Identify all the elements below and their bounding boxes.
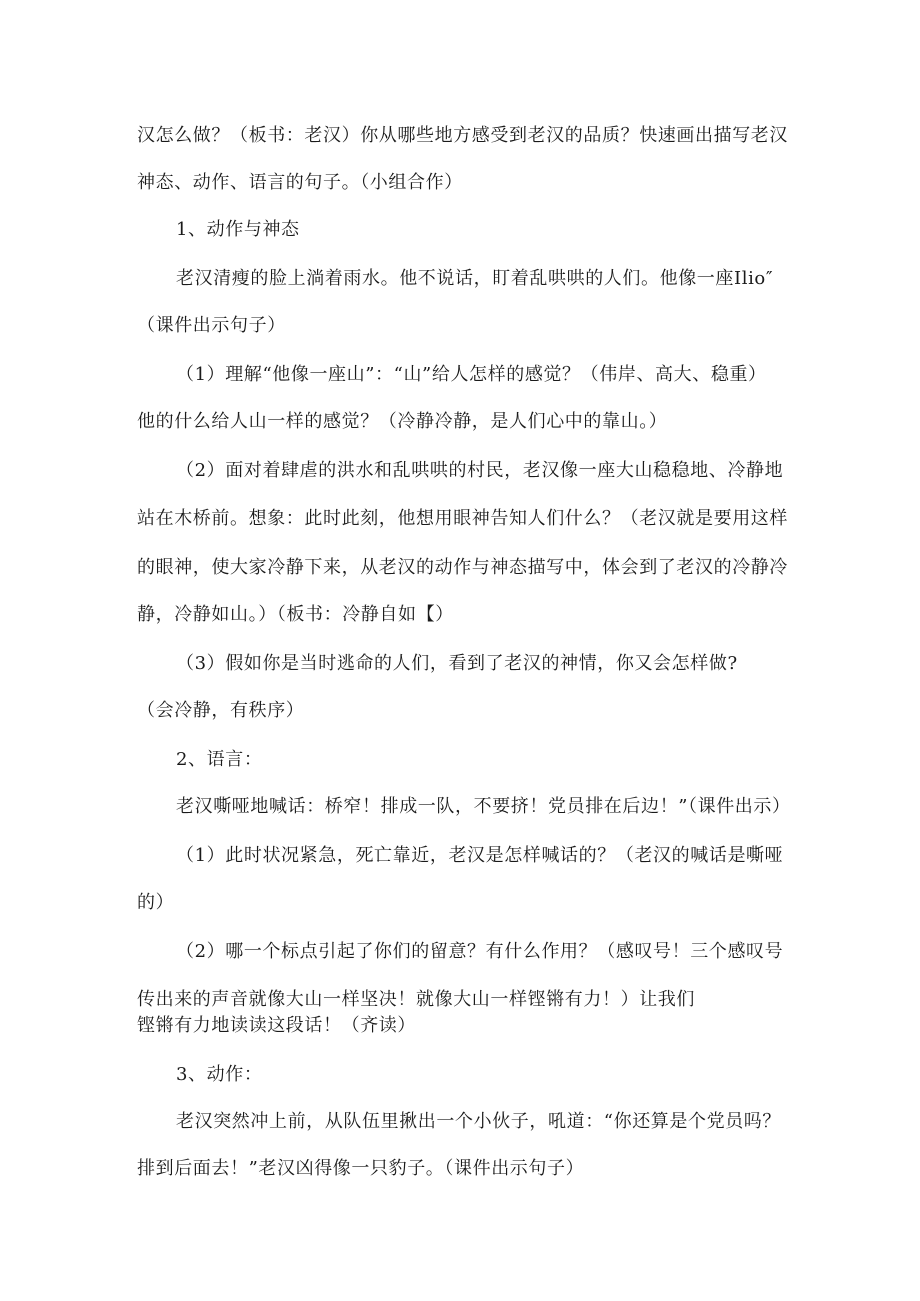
text-line: 站在木桥前。想象：此时此刻，他想用眼神告知人们什么？（老汉就是要用这样 [137, 508, 788, 529]
text-line: （2）面对着肆虐的洪水和乱哄哄的村民，老汉像一座大山稳稳地、冷静地 [176, 460, 784, 481]
text-line: 老汉嘶哑地喊话：桥窄！排成一队，不要挤！党员排在后边！”（课件出示） [176, 796, 791, 817]
text-line: （2）哪一个标点引起了你们的留意？有什么作用？（感叹号！三个感叹号 [176, 941, 784, 962]
text-line: 铿锵有力地读读这段话！（齐读） [137, 1015, 416, 1036]
text-line: （1）理解“他像一座山”：“山”给人怎样的感觉？（伟岸、高大、稳重） [176, 364, 767, 385]
text-line: 的眼神，使大家冷静下来，从老汉的动作与神态描写中，体会到了老汉的冷静冷 [137, 557, 788, 578]
text-line: （课件出示句子） [137, 315, 286, 336]
text-line: （3）假如你是当时逃命的人们，看到了老汉的神情，你又会怎样做? [176, 653, 738, 674]
section-heading: 3、动作： [176, 1064, 263, 1085]
section-heading: 2、语言： [176, 749, 263, 770]
text-line: 神态、动作、语言的句子。（小组合作） [137, 172, 463, 193]
text-line: 老汉清瘦的脸上淌着雨水。他不说话，盯着乱哄哄的人们。他像一座Ilio″ [176, 268, 774, 289]
text-line: 他的什么给人山一样的感觉？（冷静冷静，是人们心中的靠山。） [137, 411, 668, 432]
text-line: 静，冷静如山。）（板书：冷静自如【） [137, 604, 454, 625]
text-line: 传出来的声音就像大山一样坚决！就像大山一样铿锵有力！）让我们 [137, 989, 695, 1010]
text-line: 汉怎么做？（板书：老汉）你从哪些地方感受到老汉的品质？快速画出描写老汉 [137, 125, 788, 146]
text-line: 的） [137, 892, 175, 913]
text-line: 排到后面去！”老汉凶得像一只豹子。（课件出示句子） [137, 1158, 585, 1179]
text-line: 老汉突然冲上前，从队伍里揪出一个小伙子，吼道：“你还算是个党员吗？ [176, 1111, 781, 1132]
text-line: （会冷静，有秩序） [137, 700, 305, 721]
text-line: （1）此时状况紧急，死亡靠近，老汉是怎样喊话的？（老汉的喊话是嘶哑 [176, 845, 784, 866]
section-heading: 1、动作与神态 [176, 219, 300, 240]
